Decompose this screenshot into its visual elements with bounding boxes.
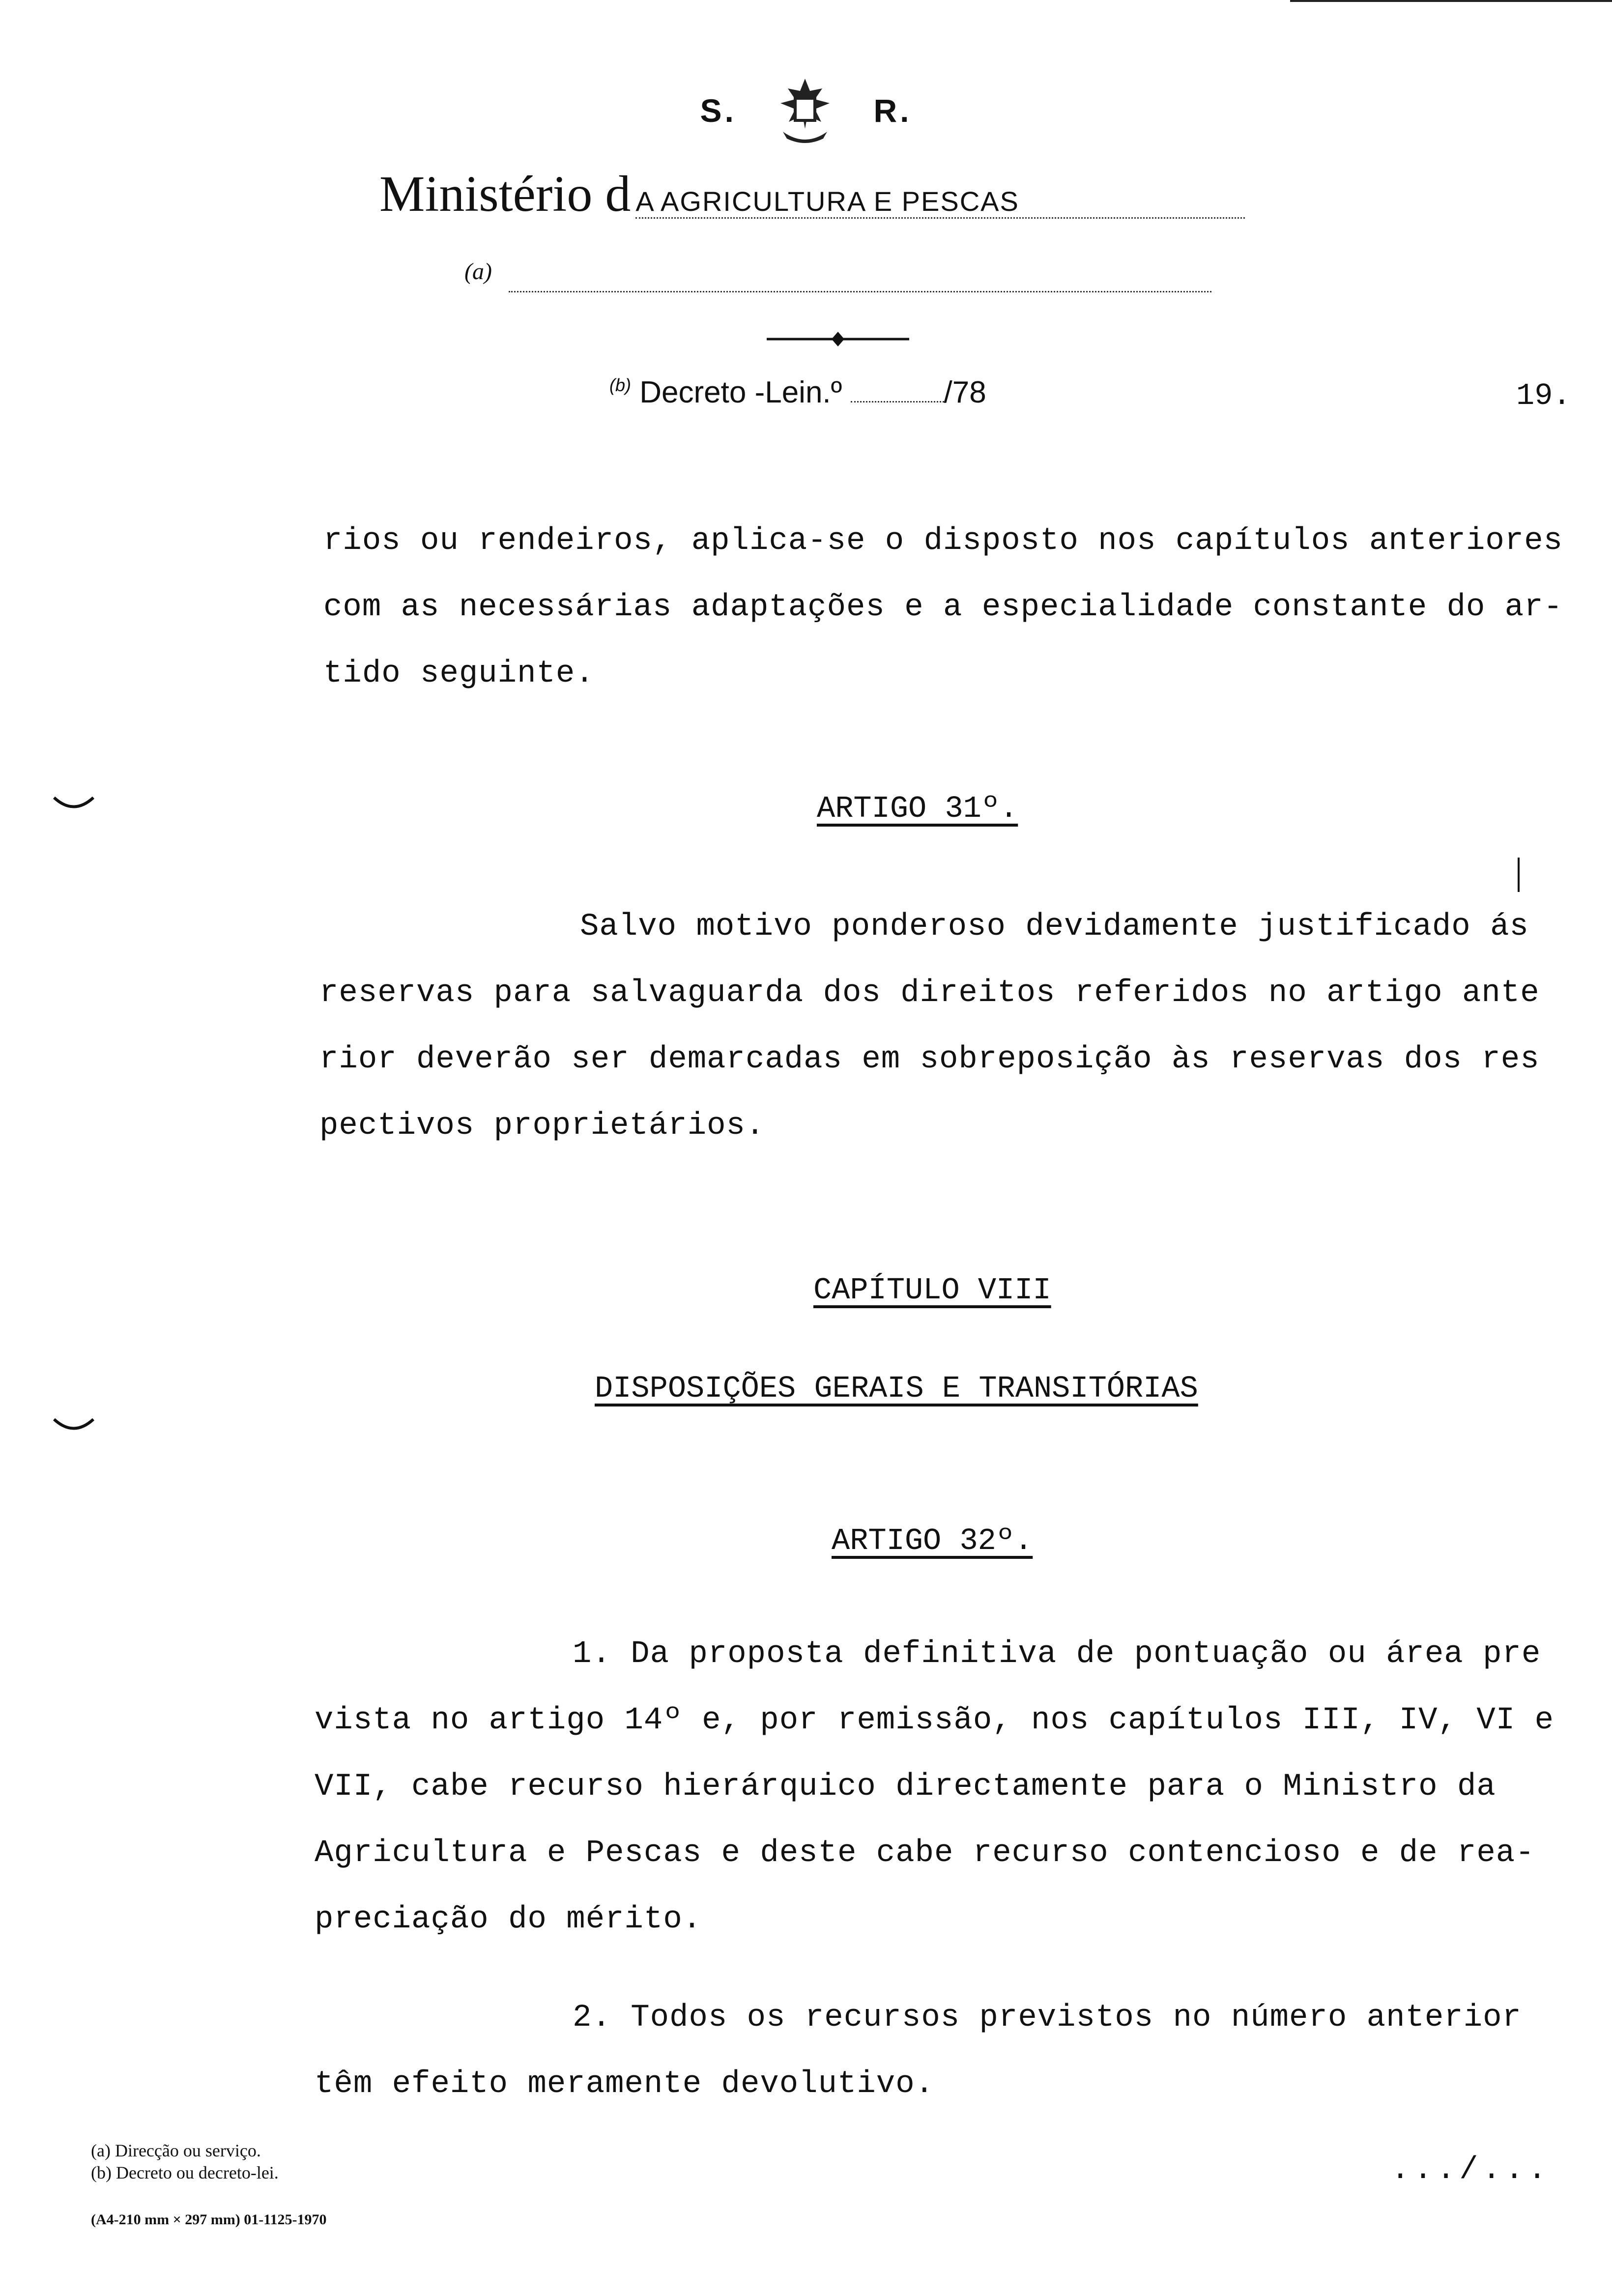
decree-year: 19. bbox=[1516, 378, 1571, 413]
body-line: tido seguinte. bbox=[323, 656, 595, 691]
ministry-line bbox=[379, 165, 1245, 223]
article-31-line: Salvo motivo ponderoso devidamente justificado ás bbox=[580, 909, 1529, 945]
article-32-line: VII, cabe recurso hierárquico directamente para o Ministro da bbox=[315, 1769, 1496, 1805]
decree-marker: (b) bbox=[609, 375, 631, 395]
punch-mark bbox=[52, 794, 96, 813]
article-32-line: Agricultura e Pescas e deste cabe recurso contencioso e de rea- bbox=[315, 1836, 1535, 1871]
decree-line bbox=[609, 375, 986, 410]
margin-bar bbox=[1518, 858, 1520, 892]
article-32-line: 1. Da proposta definitiva de pontuação ou área pre bbox=[573, 1636, 1541, 1672]
article-32-line: têm efeito meramente devolutivo. bbox=[315, 2066, 934, 2102]
article-31-line: pectivos proprietários. bbox=[319, 1108, 765, 1144]
top-rule bbox=[1290, 0, 1612, 2]
decree-type: -Lein.º bbox=[754, 375, 842, 409]
punch-mark bbox=[52, 1415, 96, 1435]
continuation-mark: .../... bbox=[1391, 2152, 1551, 2188]
sr-left: S. bbox=[700, 92, 737, 129]
divider-ornament bbox=[767, 327, 909, 351]
article-32-line: vista no artigo 14º e, por remissão, nos capítulos III, IV, VI e bbox=[315, 1703, 1554, 1738]
body-line: com as necessárias adaptações e a especialidade constante do ar- bbox=[323, 590, 1563, 625]
direction-field bbox=[509, 291, 1211, 292]
chapter-title: CAPÍTULO VIII bbox=[813, 1273, 1051, 1308]
ministry-prefix: Ministério d bbox=[379, 166, 631, 222]
footnote-a: (a) Direcção ou serviço. bbox=[91, 2141, 261, 2160]
decree-number: /78 bbox=[944, 375, 986, 409]
article-32-title: ARTIGO 32º. bbox=[832, 1523, 1033, 1558]
header-sr bbox=[0, 74, 1612, 147]
article-31-title: ARTIGO 31º. bbox=[817, 791, 1018, 826]
chapter-subtitle: DISPOSIÇÕES GERAIS E TRANSITÓRIAS bbox=[595, 1371, 1198, 1406]
body-line: rios ou rendeiros, aplica-se o disposto nos capítulos anteriores bbox=[323, 523, 1563, 559]
direction-marker: (a) bbox=[464, 258, 492, 285]
ministry-name: A AGRICULTURA E PESCAS bbox=[635, 185, 1245, 219]
footnote-b: (b) Decreto ou decreto-lei. bbox=[91, 2163, 279, 2182]
article-31-line: rior deverão ser demarcadas em sobreposição às reservas dos res bbox=[319, 1042, 1540, 1077]
coat-of-arms-icon bbox=[768, 74, 842, 147]
article-32-line: preciação do mérito. bbox=[315, 1902, 702, 1937]
decree-label: Decreto bbox=[639, 375, 747, 409]
article-31-line: reservas para salvaguarda dos direitos referidos no artigo ante bbox=[319, 976, 1540, 1011]
form-code: (A4-210 mm × 297 mm) 01-1125-1970 bbox=[91, 2211, 327, 2228]
decree-number-field bbox=[851, 396, 944, 402]
sr-right: R. bbox=[873, 92, 912, 129]
article-32-line: 2. Todos os recursos previstos no número anterior bbox=[573, 2000, 1522, 2036]
